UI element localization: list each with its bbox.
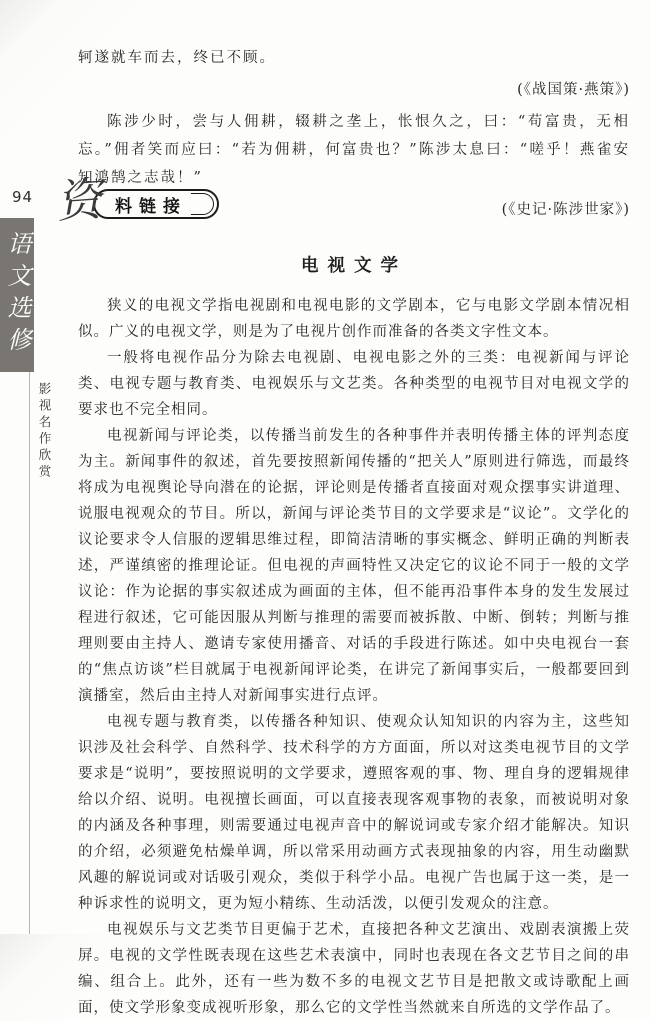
series-spine-block bbox=[0, 218, 34, 372]
book-title-vertical: 影视名作欣赏 bbox=[37, 382, 52, 481]
series-title-vertical: 语文选修 bbox=[3, 231, 31, 359]
article-paragraph: 电视专题与教育类，以传播各种知识、使观众认知知识的内容为主，这些知识涉及社会科学、自然科学、技术科学的方方面面，所以对这类电视节目的文学要求是“说明”，要按照说明的文学要求，遵照客观的事、物、理自身的逻辑规律给以介绍、说明。电视擅长画面，可以直接表现客观事物的表象，而被说明对象的内涵及各种事理，则需要通过电视声音中的解说词或专家介绍才能解决。知识的介绍，必须避免枯燥单调，所以常采用动画方式表现抽象的内容，用生动幽默风趣的解说词或对话吸引观众，类似于科学小品。电视广告也属于这一类，是一种诉求性的说明文，更为短小精练、生动活泼，以便引发观众的注意。 bbox=[78, 714, 630, 912]
article-paragraph: 电视娱乐与文艺类节目更偏于艺术，直接把各种文艺演出、戏剧表演搬上荧屏。电视的文学性既表现在这些艺术表演中，同时也表现在各文艺节目之间的串编、组合上。此外，还有一些为数不多的电视文艺节目是把散文或诗歌配上画面，使文学形象变成视听形象，那么它的文学性当然就来自所选的文学作品了。 bbox=[78, 922, 630, 1016]
section-banner bbox=[56, 172, 219, 228]
article-title: 电视文学 bbox=[301, 256, 407, 276]
banner-calligraphy-char: 资 bbox=[54, 171, 104, 229]
article-paragraph: 电视新闻与评论类，以传播当前发生的各种事件并表明传播主体的评判态度为主。新闻事件的叙述，首先要按照新闻传播的“把关人”原则进行筛选，而最终将成为电视舆论导向潜在的论据，评论则是传播者直接面对观众摆事实讲道理、说服电视观众的节目。所以，新闻与评论类节目的文学要求是“议论”。文学化的议论要求令人信服的逻辑思维过程，即简洁清晰的事实概念、鲜明正确的判断表述，严谨缜密的推理论证。但电视的声画特性又决定它的议论不同于一般的文学议论：作为论据的事实叙述成为画面的主体，但不能再沿事件本身的发生发展过程进行叙述，它可能因服从判断与推理的需要而被拆散、中断、倒转；判断与推理则要由主持人、邀请专家使用播音、对话的手段进行陈述。如中央电视台一套的“焦点访谈”栏目就属于电视新闻评论类，在讲完了新闻事实后，一般都要回到演播室，然后由主持人对新闻事实进行点评。 bbox=[78, 428, 630, 704]
article-paragraph: 狭义的电视文学指电视剧和电视电影的文学剧本，它与电影文学剧本情况相似。广义的电视文学，则是为了电视片创作而准备的各类文字性文本。 bbox=[78, 298, 630, 340]
article-section bbox=[78, 252, 630, 1021]
page-number: 94 bbox=[12, 188, 34, 206]
article-paragraph: 一般将电视作品分为除去电视剧、电视电影之外的三类：电视新闻与评论类、电视专题与教育类、电视娱乐与文艺类。各种类型的电视节目对电视文学的要求也不完全相同。 bbox=[78, 350, 630, 418]
banner-pill bbox=[93, 189, 219, 219]
spine-divider-line bbox=[29, 372, 30, 934]
excerpt-source-1: (《战国策·燕策》) bbox=[517, 82, 630, 98]
excerpt-closing-line: 轲遂就车而去，终已不顾。 bbox=[78, 50, 276, 66]
excerpt-source-2: (《史记·陈涉世家》) bbox=[501, 202, 630, 218]
excerpt-paragraph: 陈涉少时，尝与人佣耕，辍耕之垄上，怅恨久之，曰：“苟富贵，无相忘。”佣者笑而应曰：“若为佣耕，何富贵也？”陈涉太息曰：“嗟乎！燕雀安知鸿鹄之志哉！” bbox=[78, 114, 630, 186]
banner-pill-label: 料链接 bbox=[115, 196, 187, 217]
